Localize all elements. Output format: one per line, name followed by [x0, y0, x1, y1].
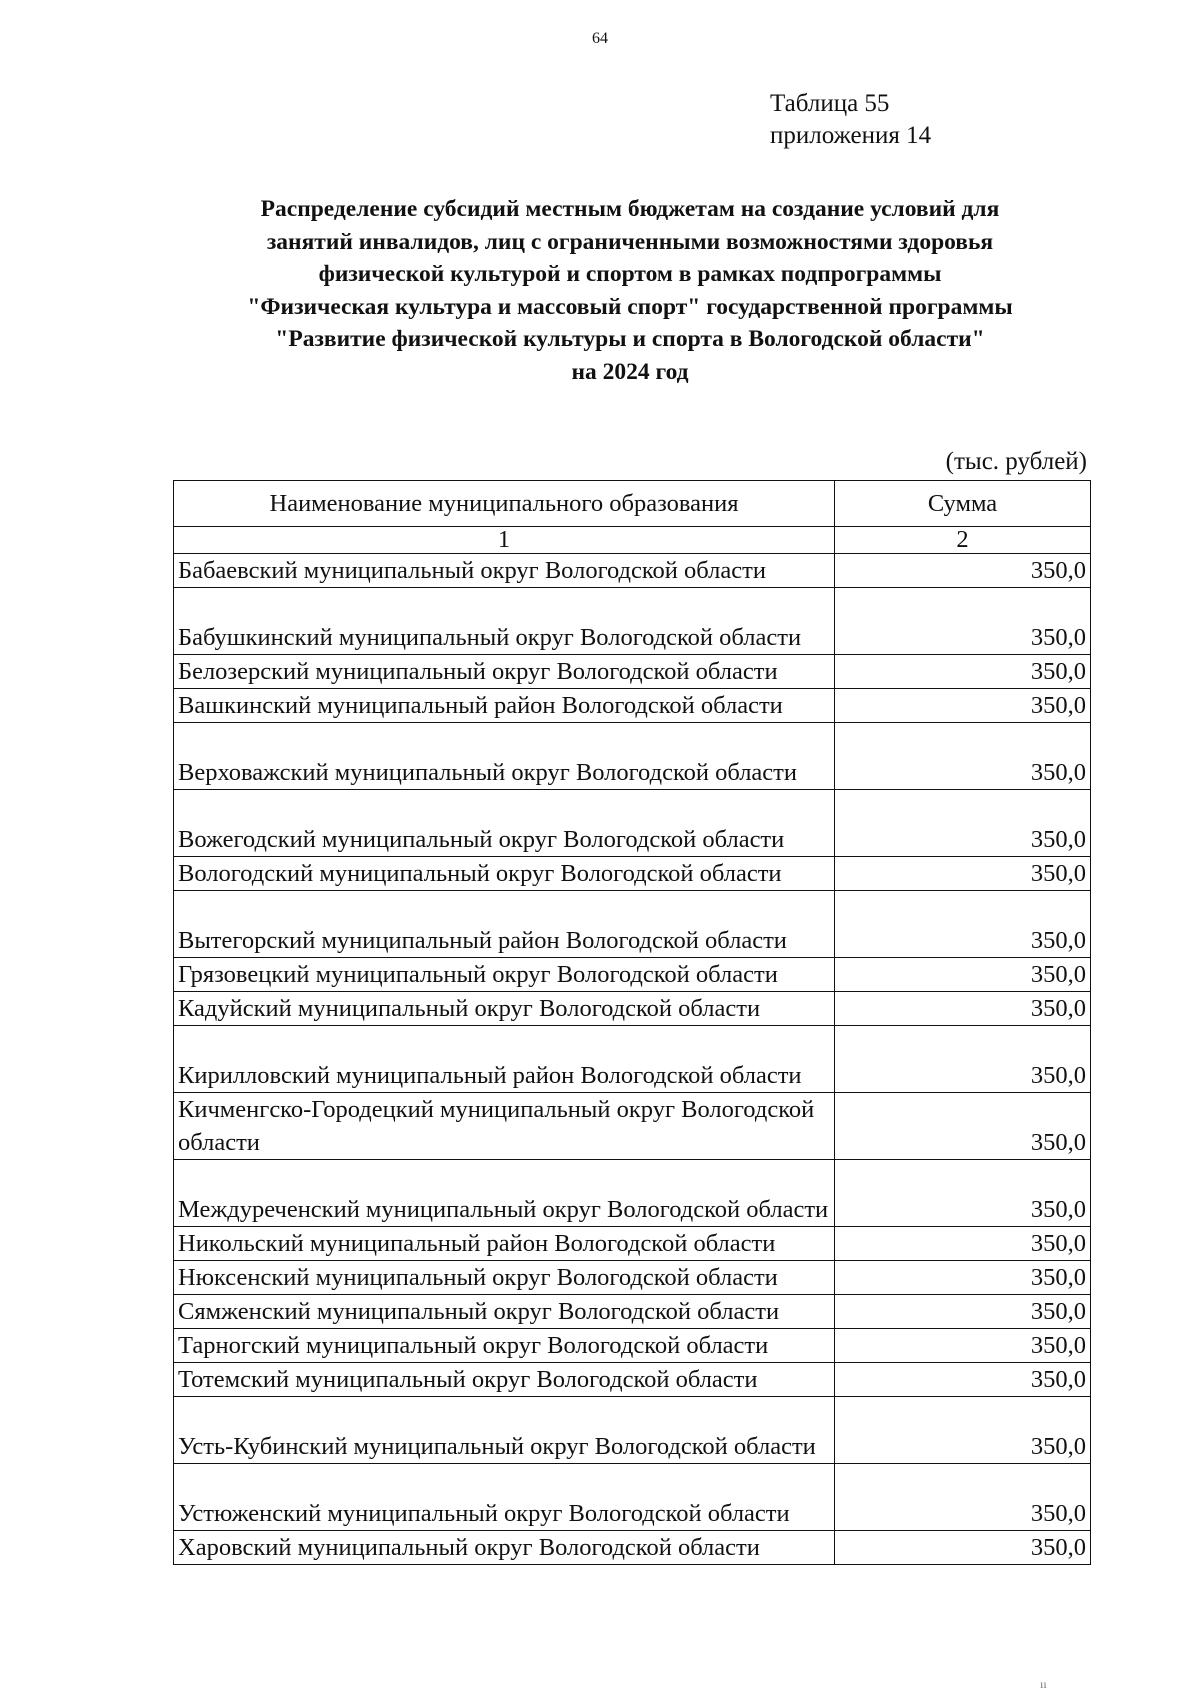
- subsidy-amount: 350,0: [835, 1295, 1091, 1329]
- municipality-name: Верховажский муниципальный округ Вологодской области: [174, 723, 835, 790]
- subsidy-amount: 350,0: [835, 891, 1091, 958]
- table-row: [174, 1464, 1091, 1531]
- title-line: занятий инвалидов, лиц с ограниченными возможностями здоровья: [266, 228, 994, 255]
- table-row: [174, 1397, 1091, 1464]
- title-line: физической культурой и спортом в рамках подпрограммы: [318, 261, 942, 287]
- column-header-name: Наименование муниципального образования: [174, 481, 835, 527]
- subsidy-amount: 350,0: [835, 723, 1091, 790]
- subsidy-amount: 350,0: [835, 588, 1091, 655]
- municipality-name: Никольский муниципальный район Вологодской области: [174, 1227, 835, 1261]
- municipality-name: Грязовецкий муниципальный округ Вологодской области: [174, 958, 835, 992]
- table-row: [174, 1160, 1091, 1227]
- table-reference: [770, 88, 931, 152]
- subsidy-amount: 350,0: [835, 992, 1091, 1026]
- column-number-row: [174, 527, 1091, 554]
- table-row: [174, 958, 1091, 992]
- municipality-name: Тотемский муниципальный округ Вологодской области: [174, 1363, 835, 1397]
- municipality-name: Усть-Кубинский муниципальный округ Вологодской области: [174, 1397, 835, 1464]
- table-row: [174, 1227, 1091, 1261]
- municipality-name: Кадуйский муниципальный округ Вологодской области: [174, 992, 835, 1026]
- scan-mark: ıı: [1040, 1677, 1047, 1691]
- municipality-name: Вожегодский муниципальный округ Вологодской области: [174, 790, 835, 857]
- subsidy-amount: 350,0: [835, 1261, 1091, 1295]
- column-number-name: 1: [174, 527, 835, 554]
- table-row: [174, 1531, 1091, 1565]
- municipality-name: Междуреченский муниципальный округ Вологодской области: [174, 1160, 835, 1227]
- table-row: [174, 790, 1091, 857]
- municipality-name: Харовский муниципальный округ Вологодской области: [174, 1531, 835, 1565]
- title-line: "Физическая культура и массовый спорт" государственной программы: [247, 293, 1013, 320]
- subsidy-amount: 350,0: [835, 958, 1091, 992]
- municipality-name: Белозерский муниципальный округ Вологодской области: [174, 655, 835, 689]
- municipality-name: Кичменгско-Городецкий муниципальный округ Вологодской области: [174, 1093, 835, 1160]
- column-number-sum: 2: [835, 527, 1091, 554]
- subsidy-amount: 350,0: [835, 1531, 1091, 1565]
- table-row: [174, 857, 1091, 891]
- table-row: [174, 588, 1091, 655]
- municipality-name: Вологодский муниципальный округ Вологодской области: [174, 857, 835, 891]
- column-header-sum: Сумма: [835, 481, 1091, 527]
- table-row: [174, 1093, 1091, 1160]
- municipality-name: Кирилловский муниципальный район Вологодской области: [174, 1026, 835, 1093]
- subsidy-amount: 350,0: [835, 655, 1091, 689]
- subsidy-amount: 350,0: [835, 1363, 1091, 1397]
- subsidy-amount: 350,0: [835, 1093, 1091, 1160]
- appendix-number: приложения 14: [770, 122, 932, 149]
- subsidy-amount: 350,0: [835, 689, 1091, 723]
- subsidy-amount: 350,0: [835, 1329, 1091, 1363]
- document-title: [150, 193, 1110, 388]
- subsidy-amount: 350,0: [835, 857, 1091, 891]
- municipality-name: Устюженский муниципальный округ Вологодской области: [174, 1464, 835, 1531]
- table-row: [174, 1026, 1091, 1093]
- municipality-name: Тарногский муниципальный округ Вологодской области: [174, 1329, 835, 1363]
- title-line: "Развитие физической культуры и спорта в Вологодской области": [275, 326, 985, 352]
- table-row: [174, 689, 1091, 723]
- title-line: на 2024 год: [571, 358, 689, 385]
- municipality-name: Сямженский муниципальный округ Вологодской области: [174, 1295, 835, 1329]
- table-row: [174, 1329, 1091, 1363]
- table-row: [174, 1261, 1091, 1295]
- header-row: [174, 481, 1091, 527]
- title-line: Распределение субсидий местным бюджетам на создание условий для: [260, 196, 1000, 222]
- table-row: [174, 1363, 1091, 1397]
- municipality-name: Вашкинский муниципальный район Вологодской области: [174, 689, 835, 723]
- table-row: [174, 554, 1091, 588]
- table-row: [174, 891, 1091, 958]
- municipality-name: Бабаевский муниципальный округ Вологодской области: [174, 554, 835, 588]
- subsidy-amount: 350,0: [835, 790, 1091, 857]
- subsidy-amount: 350,0: [835, 554, 1091, 588]
- municipality-name: Нюксенский муниципальный округ Вологодской области: [174, 1261, 835, 1295]
- table-number: Таблица 55: [770, 90, 890, 117]
- table-row: [174, 992, 1091, 1026]
- subsidy-table: [173, 480, 1091, 1565]
- subsidy-amount: 350,0: [835, 1026, 1091, 1093]
- page-number: 64: [592, 30, 608, 47]
- subsidy-amount: 350,0: [835, 1227, 1091, 1261]
- subsidy-amount: 350,0: [835, 1160, 1091, 1227]
- municipality-name: Вытегорский муниципальный район Вологодской области: [174, 891, 835, 958]
- table-row: [174, 723, 1091, 790]
- table-row: [174, 655, 1091, 689]
- subsidy-amount: 350,0: [835, 1397, 1091, 1464]
- subsidy-amount: 350,0: [835, 1464, 1091, 1531]
- municipality-name: Бабушкинский муниципальный округ Вологодской области: [174, 588, 835, 655]
- table-row: [174, 1295, 1091, 1329]
- units-label: (тыс. рублей): [945, 448, 1087, 475]
